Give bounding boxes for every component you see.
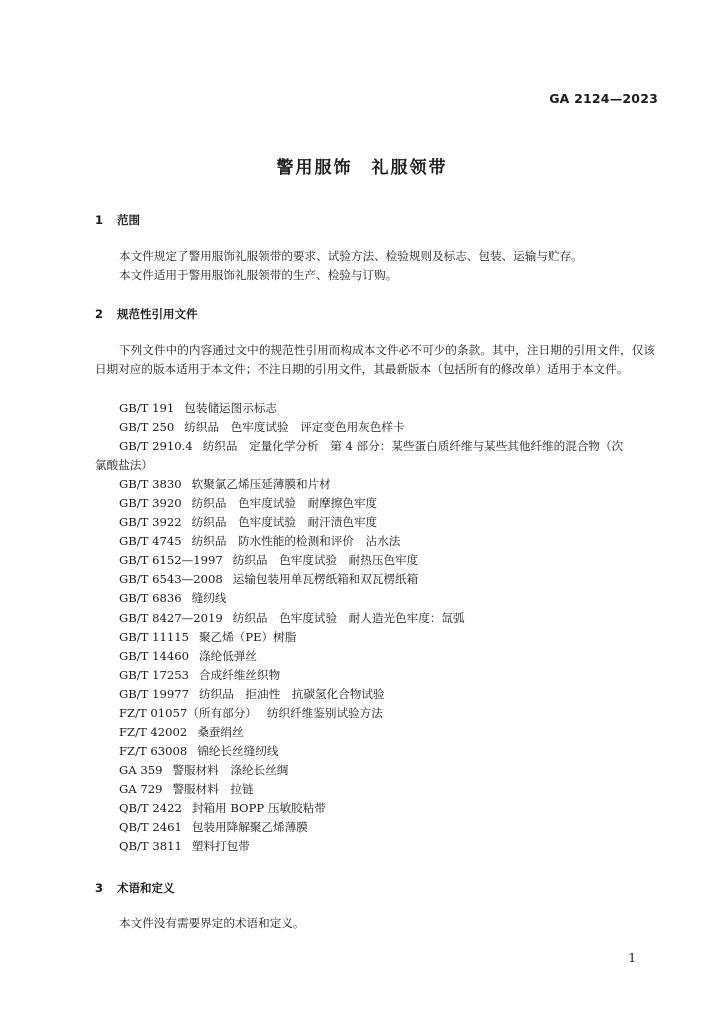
reference-name: 纺织品 色牢度试验 耐人造光色牢度：氙弧 (232, 610, 465, 625)
reference-code: FZ/T 42002 (119, 724, 188, 739)
section-title: 规范性引用文件 (117, 307, 198, 321)
reference-name: 包装用降解聚乙烯薄膜 (191, 820, 308, 835)
reference-name: 警服材料 涤纶长丝绸 (172, 762, 289, 777)
reference-item (119, 418, 659, 437)
reference-name: 涤纶低弹丝 (199, 648, 257, 663)
reference-code: GB/T 6152—1997 (119, 553, 223, 568)
reference-name: 纺织品 色牢度试验 耐汗渍色牢度 (191, 515, 378, 530)
section-number: 3 (95, 881, 104, 895)
reference-code: GB/T 3830 (119, 477, 182, 492)
reference-name: 塑料打包带 (191, 839, 250, 854)
reference-code: GB/T 14460 (119, 648, 189, 663)
reference-item (119, 723, 659, 742)
reference-code: GB/T 8427—2019 (119, 610, 223, 625)
reference-code: GB/T 6543—2008 (119, 572, 223, 587)
reference-item (119, 589, 659, 608)
scope-paragraph-1: 本文件规定了警用服饰礼服领带的要求、试验方法、检验规则及标志、包装、运输与贮存。 (119, 249, 583, 263)
page-number: 1 (628, 951, 636, 965)
section-heading-normative-references (95, 306, 198, 322)
reference-item (119, 742, 659, 761)
reference-code: GA 729 (119, 781, 163, 796)
reference-item (119, 513, 659, 532)
reference-name: 聚乙烯（PE）树脂 (199, 629, 297, 644)
reference-item (119, 647, 659, 666)
reference-list (95, 399, 659, 856)
reference-name: 纺织品 防水性能的检测和评价 沾水法 (191, 534, 401, 549)
reference-item (119, 399, 659, 418)
reference-name: 纺织纤维鉴别试验方法 (266, 705, 383, 720)
section-heading-scope (95, 212, 140, 228)
reference-code: GB/T 191 (119, 401, 175, 415)
section-title: 术语和定义 (117, 881, 175, 895)
terms-paragraph: 本文件没有需要界定的术语和定义。 (119, 916, 305, 930)
reference-code: GA 359 (119, 762, 163, 777)
reference-item (119, 837, 659, 856)
reference-item (119, 780, 659, 799)
reference-name: 桑蚕绢丝 (197, 724, 244, 739)
reference-code: GB/T 3920 (119, 496, 182, 511)
reference-name: 软聚氯乙烯压延薄膜和片材 (191, 477, 331, 492)
reference-item (119, 570, 659, 589)
reference-code: GB/T 11115 (119, 629, 189, 644)
reference-item (119, 818, 659, 837)
section-number: 1 (95, 213, 104, 227)
reference-name: 警服材料 拉链 (172, 781, 254, 796)
section-heading-terms-and-definitions (95, 880, 175, 896)
reference-code: QB/T 2422 (119, 800, 182, 815)
section-title: 范围 (117, 213, 140, 227)
reference-code: QB/T 2461 (119, 820, 182, 835)
reference-name: 纺织品 色牢度试验 评定变色用灰色样卡 (184, 420, 405, 435)
reference-name: 合成纤维丝织物 (199, 667, 281, 682)
reference-code: GB/T 250 (119, 420, 175, 435)
reference-name: 纺织品 色牢度试验 耐摩擦色牢度 (191, 496, 378, 511)
reference-code: GB/T 3922 (119, 515, 182, 530)
reference-code: QB/T 3811 (119, 839, 182, 854)
reference-item (119, 475, 659, 494)
reference-item (119, 761, 659, 780)
reference-item (119, 628, 659, 647)
reference-item (119, 551, 659, 570)
document-title: 警用服饰 礼服领带 (276, 158, 448, 178)
reference-name: 封箱用 BOPP 压敏胶粘带 (191, 800, 326, 815)
reference-item-continuation: 氯酸盐法） (95, 458, 153, 473)
reference-code: GB/T 2910.4 (119, 439, 193, 454)
reference-name: 缝纫线 (191, 591, 227, 606)
reference-name: 纺织品 色牢度试验 耐热压色牢度 (232, 553, 419, 568)
reference-code: FZ/T 01057（所有部分） (119, 705, 257, 720)
reference-item (119, 494, 659, 513)
reference-name: 运输包装用单瓦楞纸箱和双瓦楞纸箱 (232, 572, 419, 587)
references-intro-paragraph: 下列文件中的内容通过文中的规范性引用而构成本文件必不可少的条款。其中，注日期的引用文件，仅该日期对应的版本适用于本文件；不注日期的引用文件，其最新版本（包括所有的修改单）适用于本文件。 (95, 343, 655, 376)
standard-code: GA 2124—2023 (549, 91, 658, 106)
reference-item (119, 532, 659, 551)
reference-item (119, 609, 659, 628)
reference-code: GB/T 17253 (119, 667, 189, 682)
reference-item (119, 666, 659, 685)
reference-item (119, 437, 659, 456)
reference-code: GB/T 4745 (119, 534, 182, 549)
reference-code: GB/T 19977 (119, 686, 189, 701)
reference-item (119, 685, 659, 704)
reference-name: 锦纶长丝缝纫线 (197, 743, 279, 758)
reference-item (119, 799, 659, 818)
reference-name: 纺织品 拒油性 抗碳氢化合物试验 (199, 686, 385, 701)
reference-code: GB/T 6836 (119, 591, 182, 606)
reference-name: 包装储运图示标志 (184, 401, 278, 415)
reference-name: 纺织品 定量化学分析 第 4 部分：某些蛋白质纤维与某些其他纤维的混合物（次 (202, 439, 624, 454)
reference-code: FZ/T 63008 (119, 743, 188, 758)
scope-paragraph-2: 本文件适用于警用服饰礼服领带的生产、检验与订购。 (119, 268, 398, 282)
section-number: 2 (95, 307, 104, 321)
reference-item (119, 704, 659, 723)
